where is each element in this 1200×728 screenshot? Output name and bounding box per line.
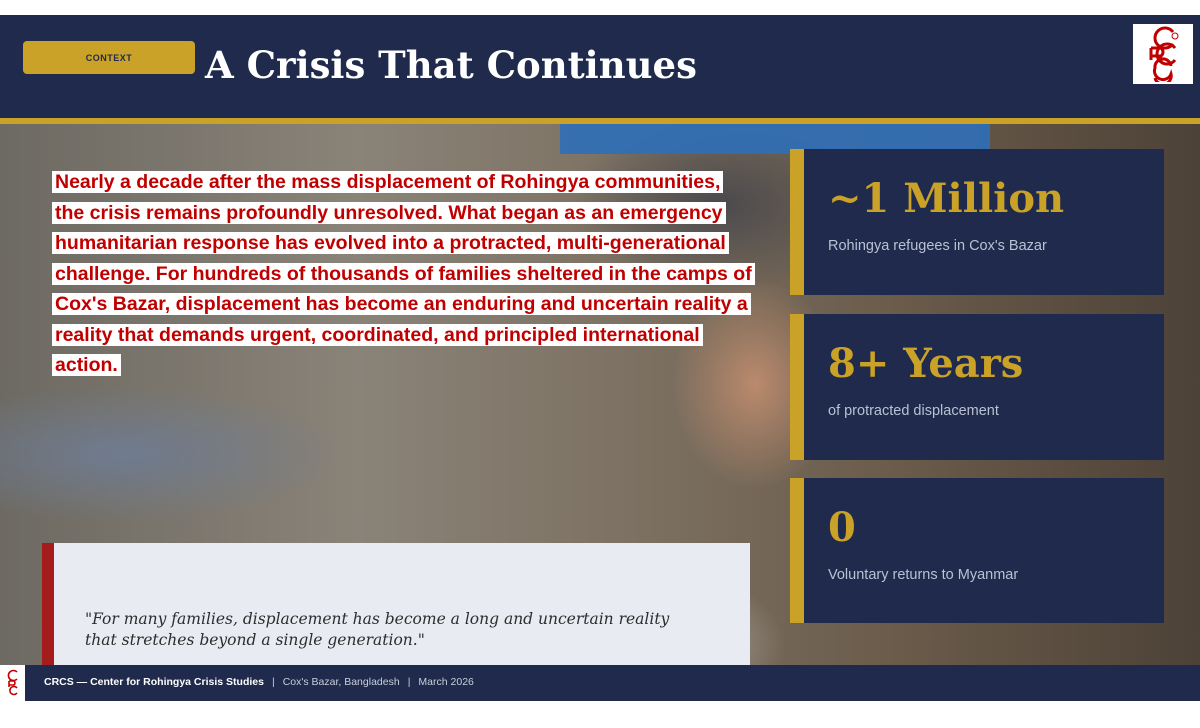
- intro-paragraph: [52, 167, 752, 381]
- footer-location: Cox's Bazar, Bangladesh: [282, 676, 400, 688]
- footer-logo: [0, 665, 25, 701]
- stat-accent-bar: [790, 478, 804, 623]
- page-title: A Crisis That Continues: [205, 43, 697, 87]
- crcs-logo: [1133, 24, 1193, 84]
- stat-value: 0: [828, 504, 856, 551]
- quote-text: "For many families, displacement has become a long and uncertain reality that stretches beyond a single generation.": [85, 610, 670, 649]
- footer-bar: [0, 665, 1200, 701]
- slide: [0, 15, 1200, 701]
- context-badge: CONTEXT: [23, 41, 195, 74]
- footer-date: March 2026: [418, 676, 474, 688]
- background-photo: [0, 124, 1200, 665]
- stat-label: Voluntary returns to Myanmar: [828, 567, 1019, 583]
- stat-value: 8+ Years: [828, 340, 1024, 387]
- stat-label: of protracted displacement: [828, 403, 999, 419]
- footer-separator: |: [407, 676, 411, 688]
- footer-separator: |: [271, 676, 275, 688]
- stat-card-returns: [790, 478, 1164, 623]
- stat-card-refugees: [790, 149, 1164, 295]
- footer-org: CRCS — Center for Rohingya Crisis Studies: [44, 676, 264, 688]
- header-bar: [0, 15, 1200, 118]
- footer-text: [44, 676, 474, 688]
- stat-value: ~1 Million: [828, 175, 1065, 222]
- stat-accent-bar: [790, 149, 804, 295]
- stat-accent-bar: [790, 314, 804, 460]
- stat-label: Rohingya refugees in Cox's Bazar: [828, 238, 1047, 254]
- intro-text: Nearly a decade after the mass displacement of Rohingya communities, the crisis remains profoundly unresolved. What began as an emergency humanitarian response has evolved into a protracted, multi-generational challenge. For hundreds of thousands of families sheltered in the camps of Cox's Bazar, displacement has become an enduring and uncertain reality a reality that demands urgent, coordinated, and principled international action.: [52, 171, 755, 376]
- stat-card-years: [790, 314, 1164, 460]
